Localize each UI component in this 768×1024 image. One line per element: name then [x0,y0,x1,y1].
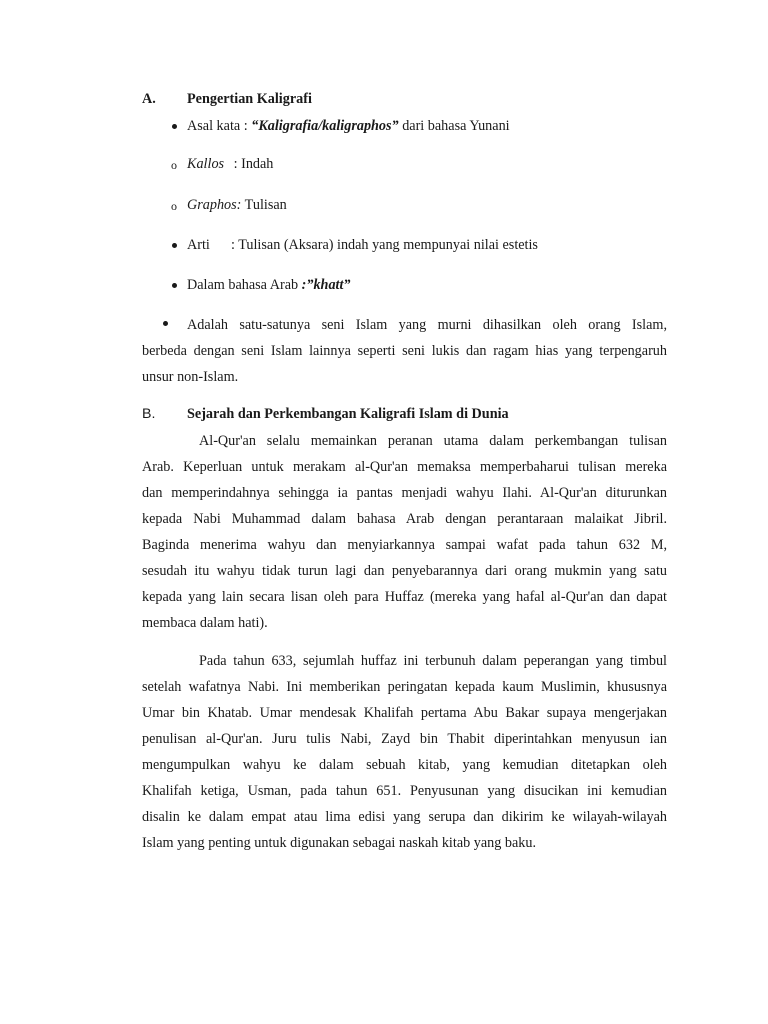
bullet-icon [172,283,177,288]
paragraph-line: Adalah satu-satunya seni Islam yang murni dihasilkan oleh orang Islam, [187,317,667,333]
graphos-term: Graphos: [187,197,242,213]
paragraph-line: dan memperindahnya sehingga ia pantas menjadi wahyu Ilahi. Al-Qur'an diturunkan [142,485,667,501]
list-item-bahasa-arab [187,276,351,294]
paragraph-line: Al-Qur'an selalu memainkan peranan utama dalam perkembangan tulisan [199,433,667,449]
asal-kata-term: “Kaligrafia/kaligraphos” [251,118,399,134]
paragraph-line: Khalifah ketiga, Usman, pada tahun 651. Penyusunan yang disucikan ini kemudian [142,783,667,799]
paragraph-line: kepada yang lain secara lisan oleh para Huffaz (mereka yang hafal al-Qur'an dan dapat [142,589,667,605]
body-paragraph-2 [142,648,667,856]
paragraph-line: Arab. Keperluan untuk merakam al-Qur'an memaksa memperbaharui tulisan mereka [142,459,667,475]
paragraph-line: sesudah itu wahyu tidak turun lagi dan penyebarannya dari orang mukmin yang satu [142,563,667,579]
section-a-letter: A. [142,91,156,107]
kallos-definition: : Indah [230,156,274,172]
paragraph-line: unsur non-Islam. [142,369,239,385]
bahasa-arab-term: :”khatt” [301,277,351,293]
bullet-icon [172,243,177,248]
section-b-title: Sejarah dan Perkembangan Kaligrafi Islam di Dunia [187,406,509,422]
paragraph-line: membaca dalam hati). [142,615,268,631]
paragraph-line: Umar bin Khatab. Umar mendesak Khalifah pertama Abu Bakar supaya mengerjakan [142,705,667,721]
list-item-graphos [187,196,287,214]
paragraph-line: penulisan al-Qur'an. Juru tulis Nabi, Zayd bin Thabit diperintahkan menyusun ian [142,731,667,747]
bullet-icon [172,124,177,129]
circle-bullet-icon: o [171,199,177,213]
paragraph-line: setelah wafatnya Nabi. Ini memberikan peringatan kepada kaum Muslimin, khususnya [142,679,667,695]
body-paragraph-1 [142,428,667,636]
graphos-definition: Tulisan [241,197,287,213]
paragraph-line: Baginda menerima wahyu dan menyiarkannya sampai wafat pada tahun 632 M, [142,537,667,553]
section-b-letter: B. [142,406,156,422]
adalah-paragraph [142,312,667,390]
bahasa-arab-prefix: Dalam bahasa Arab [187,277,302,293]
arti-label: Arti [187,237,210,253]
list-item-asal-kata [187,117,510,135]
paragraph-line: Islam yang penting untuk digunakan sebagai naskah kitab yang baku. [142,835,537,851]
paragraph-line: mengumpulkan wahyu ke dalam sebuah kitab, yang kemudian ditetapkan oleh [142,757,667,773]
asal-kata-prefix: Asal kata : [187,118,252,134]
paragraph-line: Pada tahun 633, sejumlah huffaz ini terbunuh dalam peperangan yang timbul [199,653,667,669]
kallos-term: Kallos [187,156,225,172]
asal-kata-suffix: dari bahasa Yunani [398,118,510,134]
circle-bullet-icon: o [171,158,177,172]
section-a-title: Pengertian Kaligrafi [187,91,312,107]
paragraph-line: disalin ke dalam empat atau lima edisi yang serupa dan dikirim ke wilayah-wilayah [142,809,667,825]
arti-definition: : Tulisan (Aksara) indah yang mempunyai nilai estetis [231,237,538,253]
paragraph-line: berbeda dengan seni Islam lainnya seperti seni lukis dan ragam hias yang terpengaruh [142,343,667,359]
list-item-kallos [187,155,273,173]
paragraph-line: kepada Nabi Muhammad dalam bahasa Arab dengan perantaraan malaikat Jibril. [142,511,667,527]
